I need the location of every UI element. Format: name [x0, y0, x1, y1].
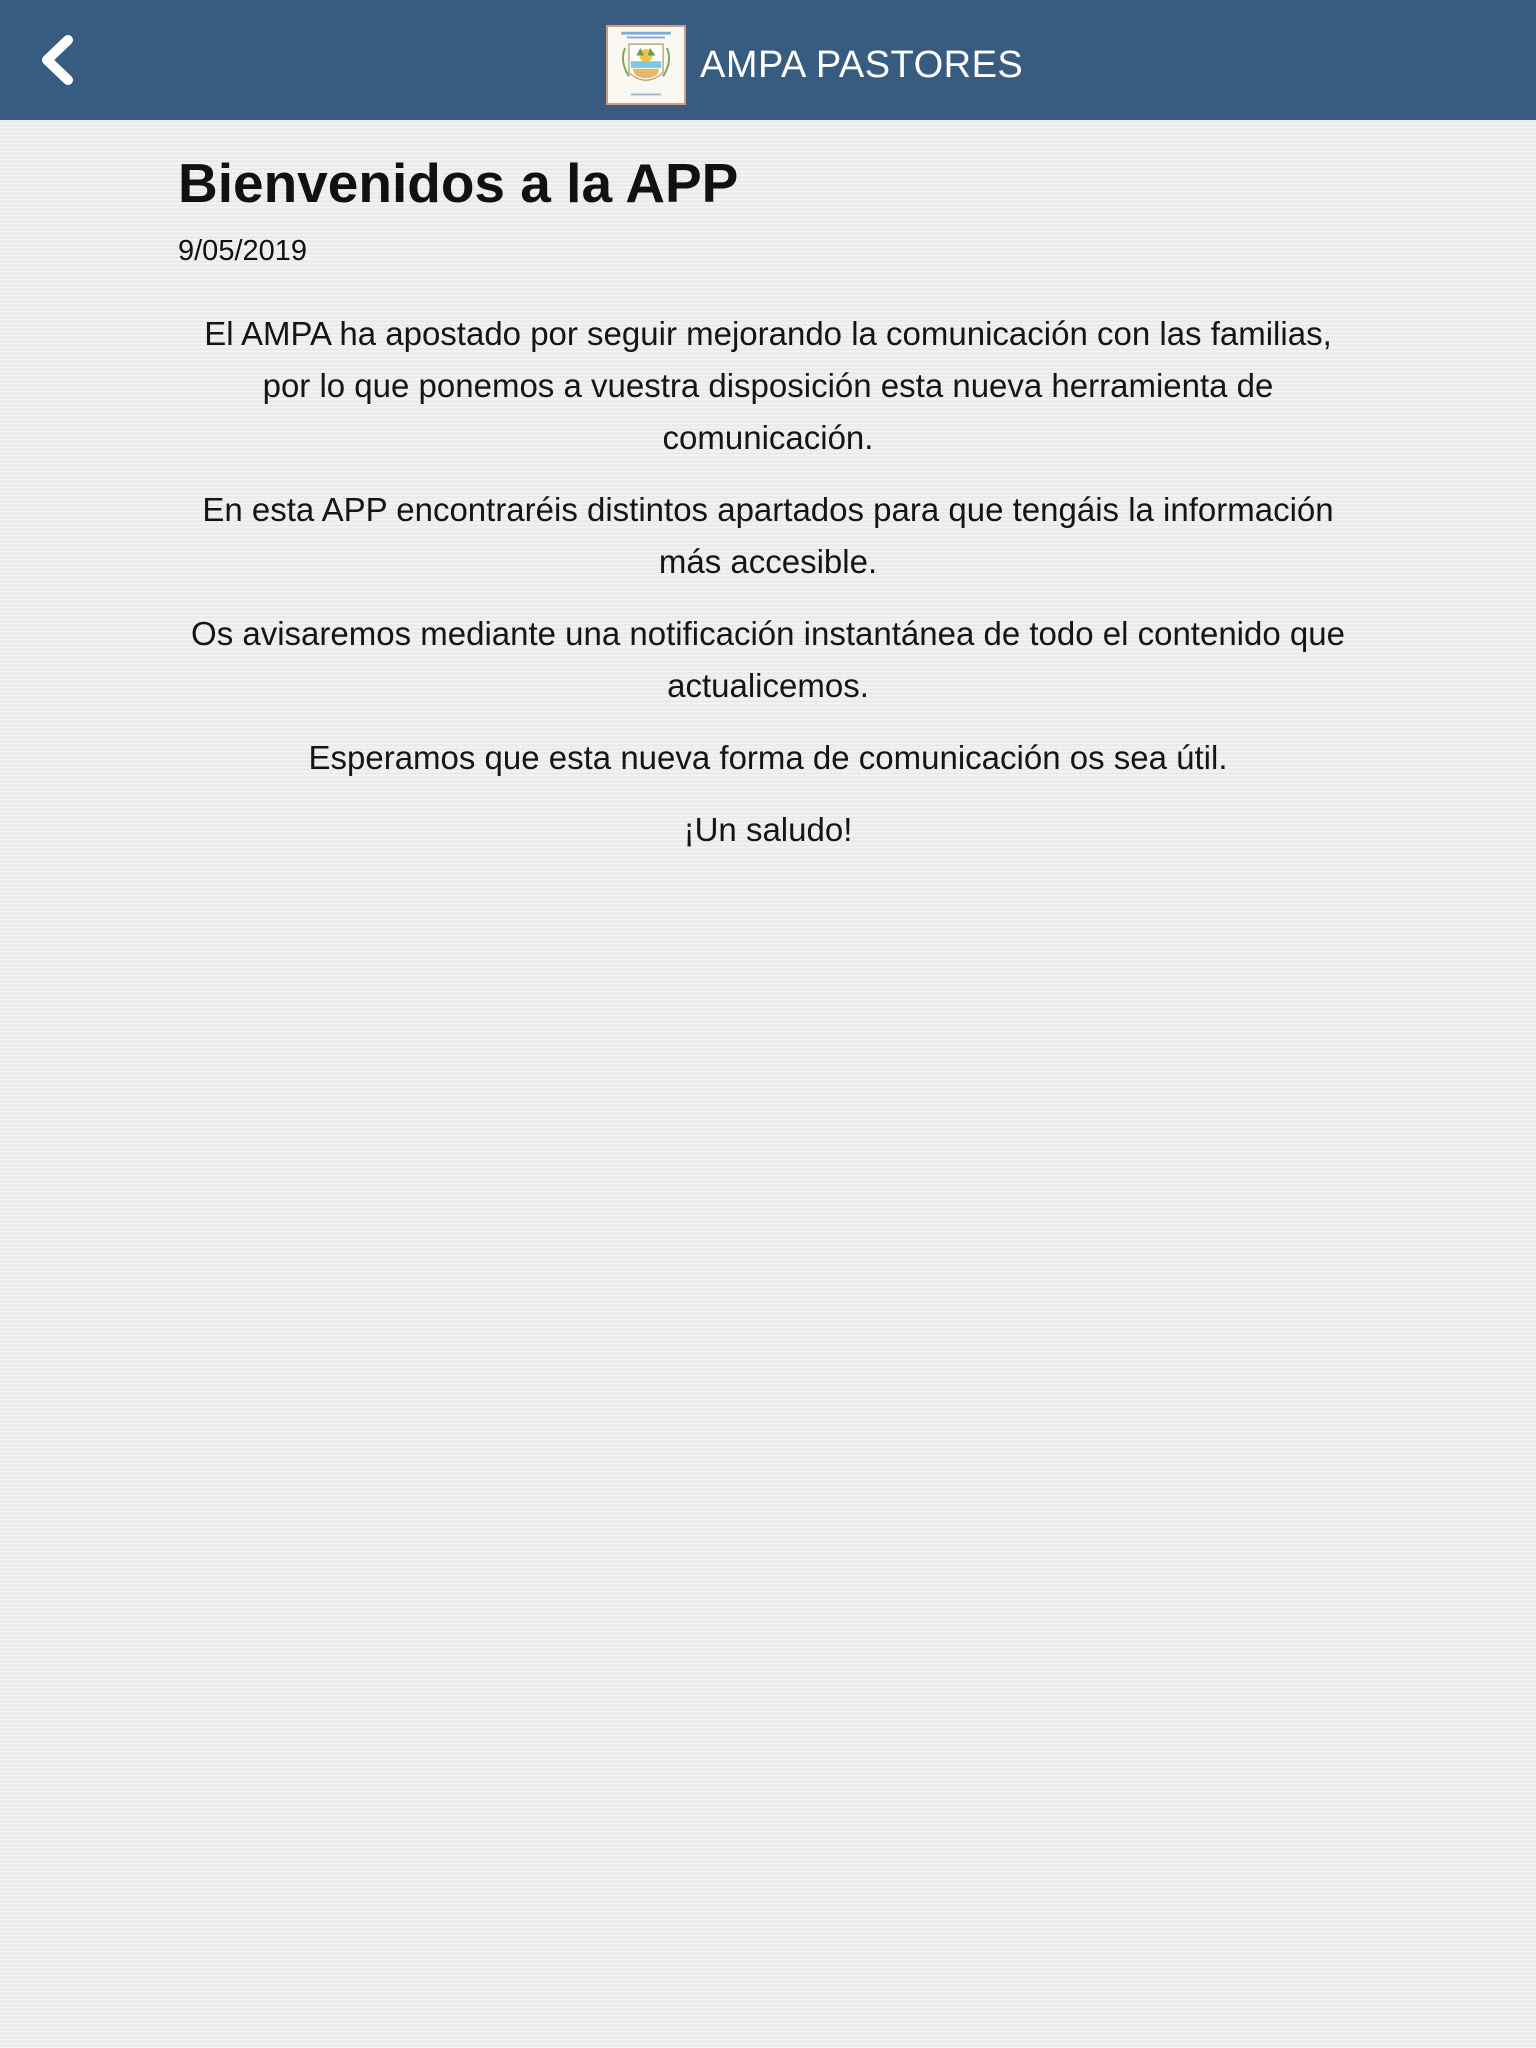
article-date: 9/05/2019 — [178, 235, 308, 267]
article-content — [178, 148, 1358, 876]
article-paragraph: ¡Un saludo! — [683, 811, 853, 848]
article-paragraph: Esperamos que esta nueva forma de comunicación os sea útil. — [308, 739, 1228, 776]
app-header — [0, 0, 1536, 120]
chevron-left-icon — [38, 35, 76, 85]
article-paragraph: El AMPA ha apostado por seguir mejorando la comunicación con las familias, por lo que ponemos a vuestra disposición esta nueva herramienta de comunicación. — [204, 315, 1332, 456]
header-brand — [606, 23, 1023, 107]
article-body — [178, 308, 1358, 856]
back-button[interactable] — [24, 22, 90, 98]
school-crest-logo — [606, 25, 686, 105]
article-paragraph: Os avisaremos mediante una notificación instantánea de todo el contenido que actualicemos. — [191, 615, 1345, 704]
article-title: Bienvenidos a la APP — [178, 152, 739, 214]
app-title: AMPA PASTORES — [700, 43, 1024, 86]
article-paragraph: En esta APP encontraréis distintos apartados para que tengáis la información más accesible. — [202, 491, 1334, 580]
